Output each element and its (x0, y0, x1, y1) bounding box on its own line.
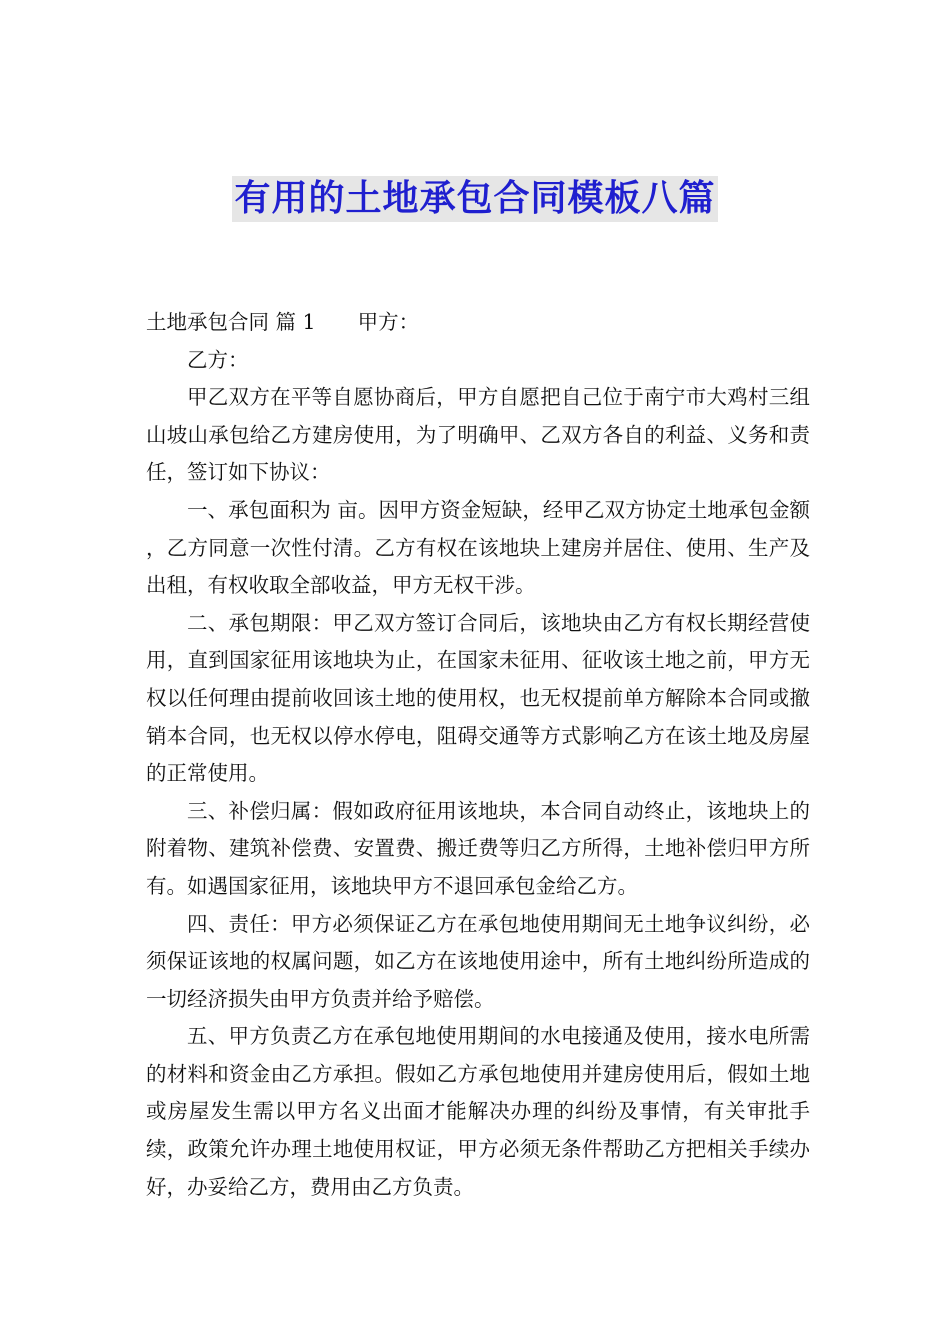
paragraph-clause-3: 三、补偿归属：假如政府征用该地块，本合同自动终止，该地块上的附着物、建筑补偿费、安置费、搬迁费等归乙方所得，土地补偿归甲方所有。如遇国家征用，该地块甲方不退回承包金给乙方。 (146, 798, 810, 898)
title-wrap (0, 176, 950, 222)
document-body (146, 304, 810, 1206)
paragraph-clause-2: 二、承包期限：甲乙双方签订合同后，该地块由乙方有权长期经营使用，直到国家征用该地块为止，在国家未征用、征收该土地之前，甲方无权以任何理由提前收回该土地的使用权，也无权提前单方解除本合同或撤销本合同，也无权以停水停电，阻碍交通等方式影响乙方在该土地及房屋的正常使用。 (146, 610, 810, 786)
paragraph-preamble: 甲乙双方在平等自愿协商后，甲方自愿把自己位于南宁市大鸡村三组山坡山承包给乙方建房使用，为了明确甲、乙双方各自的利益、义务和责任，签订如下协议： (146, 385, 810, 485)
paragraph-clause-1: 一、承包面积为 亩。因甲方资金短缺，经甲乙双方协定土地承包金额 ，乙方同意一次性付清。乙方有权在该地块上建房并居住、使用、生产及出租，有权收取全部收益，甲方无权干涉。 (146, 497, 810, 598)
section-heading: 土地承包合同 篇 1 (146, 310, 316, 334)
paragraph-party-b: 乙方： (187, 347, 249, 372)
first-line (146, 304, 810, 342)
paragraph-clause-5: 五、甲方负责乙方在承包地使用期间的水电接通及使用，接水电所需的材料和资金由乙方承担。假如乙方承包地使用并建房使用后，假如土地或房屋发生需以甲方名义出面才能解决办理的纠纷及事情，有关审批手续，政策允许办理土地使用权证，甲方必须无条件帮助乙方把相关手续办好，办妥给乙方，费用由乙方负责。 (146, 1024, 810, 1199)
document-title: 有用的土地承包合同模板八篇 (232, 176, 717, 222)
party-a-label: 甲方： (357, 310, 420, 334)
paragraph-clause-4: 四、责任：甲方必须保证乙方在承包地使用期间无土地争议纠纷，必须保证该地的权属问题，如乙方在该地使用途中，所有土地纠纷所造成的一切经济损失由甲方负责并给予赔偿。 (146, 911, 810, 1011)
